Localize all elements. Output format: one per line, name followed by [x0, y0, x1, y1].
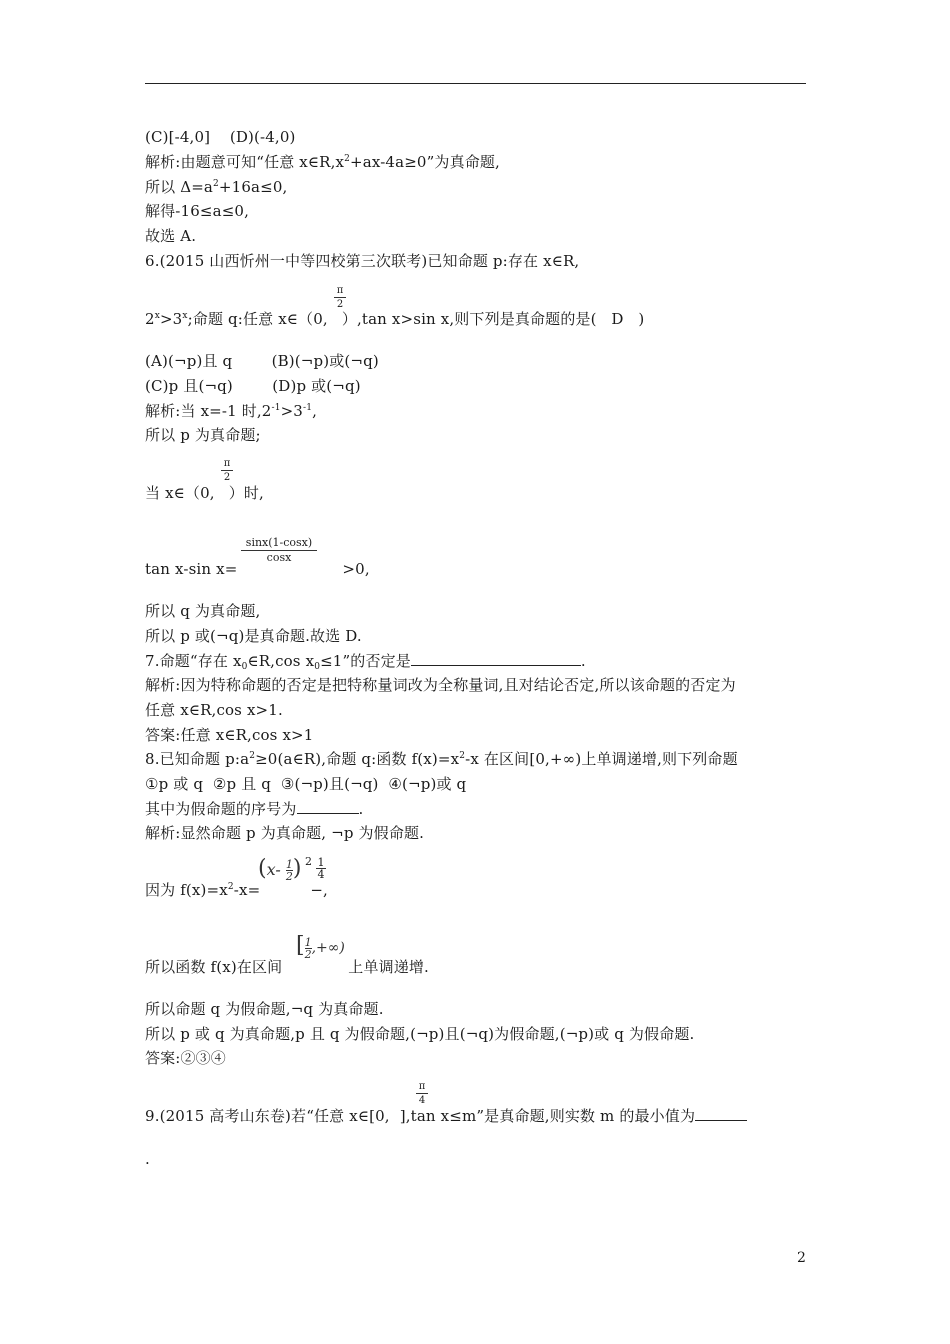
answer-line: 故选 A. — [145, 227, 197, 245]
answer-line: 所以 p 或(¬q)是真命题.故选 D. — [145, 627, 362, 645]
option-line-ab: (A)(¬p)且 q (B)(¬p)或(¬q) — [145, 352, 379, 370]
analysis-line: 所以 $\Delta=a^2+16a\le 0$, — [145, 178, 288, 196]
header-rule — [145, 83, 806, 84]
interval-image: $[\frac{1}{2},+\infty)$ — [296, 933, 345, 961]
analysis-line: 解析:因为特称命题的否定是把特称量词改为全称量词,且对结论否定,所以该命题的否定为 — [145, 676, 736, 694]
pi-over-2-fraction: π 2 — [221, 458, 233, 483]
question-8-options: ①p 或 q ②p 且 q ③(¬p)且(¬q) ④(¬p)或 q — [145, 775, 467, 793]
analysis-line: 任意 x∈R,cos x>1. — [145, 701, 283, 719]
question-9-line: . — [145, 1150, 150, 1168]
analysis-line: 解析:当 x=-1 时$,2^{-1}>3^{-1}$, — [145, 402, 317, 420]
square-exponent: 2 — [305, 855, 312, 868]
analysis-line: 所以函数 f(x)在区间 上单调递增. — [145, 958, 429, 976]
analysis-line: 所以 p 为真命题; — [145, 426, 261, 444]
page-number: 2 — [797, 1250, 806, 1266]
analysis-line: 解析:由题意可知“任意 $x\in R,x^2+ax-4a\ge 0$”为真命题, — [145, 153, 500, 171]
quarter-fraction: 1 4 — [317, 856, 325, 881]
pi-over-2-fraction: π 2 — [334, 285, 346, 310]
question-9-line: 9.(2015 高考山东卷)若“任意 x∈[0, ],tan x≤m”是真命题,则实数 m 的最小值为 — [145, 1106, 747, 1126]
question-8-line: 8.已知命题 $p:a^2\ge 0(a\in R)$,命题 q:函数 $f(x)=x^2-x$ 在区间[0,+∞)上单调递增,则下列命题 — [145, 750, 738, 768]
question-6-title: 6.(2015 山西忻州一中等四校第三次联考)已知命题 p:存在 x∈R, — [145, 252, 580, 270]
analysis-line: 因为 $f(x)=x^2-x=$ −, — [145, 881, 328, 899]
analysis-line: 所以 q 为真命题, — [145, 602, 261, 620]
analysis-line: tan x-sin x= >0, — [145, 560, 370, 578]
analysis-line: 所以 p 或 q 为真命题,p 且 q 为假命题,(¬p)且(¬q)为假命题,(¬p)或 q 为假命题. — [145, 1025, 695, 1043]
option-line-cd: (C)p 且(¬q) (D)p 或(¬q) — [145, 377, 361, 395]
question-7-line: 7.命题“存在 $x_0\in R,\cos$ $x_0\le 1$”的否定是 . — [145, 652, 586, 672]
question-8-line: 其中为假命题的序号为 . — [145, 800, 364, 818]
fraction-image: sinx(1-cosx) cosx — [241, 537, 317, 564]
analysis-line: 当 x∈（0, ）时, — [145, 484, 264, 502]
answer-line: 答案:②③④ — [145, 1049, 226, 1067]
analysis-line: 解析:显然命题 p 为真命题, ¬p 为假命题. — [145, 824, 425, 842]
option-line-cd: (C)[-4,0] (D)(-4,0) — [145, 128, 296, 146]
analysis-line: 所以命题 q 为假命题,¬q 为真命题. — [145, 1000, 384, 1018]
question-6-line: $2^x>3^x$;命题 q:任意 x∈（0, ）,tan x>sin x,则下列是真命题的是( D ) — [145, 310, 645, 328]
answer-line: 答案:任意 x∈R,cos x>1 — [145, 726, 314, 744]
vertex-form-image: $(x- \frac{1}{2})$ — [258, 856, 302, 883]
analysis-line: 解得-16≤a≤0, — [145, 202, 250, 220]
pi-over-4-fraction: π 4 — [416, 1081, 428, 1106]
